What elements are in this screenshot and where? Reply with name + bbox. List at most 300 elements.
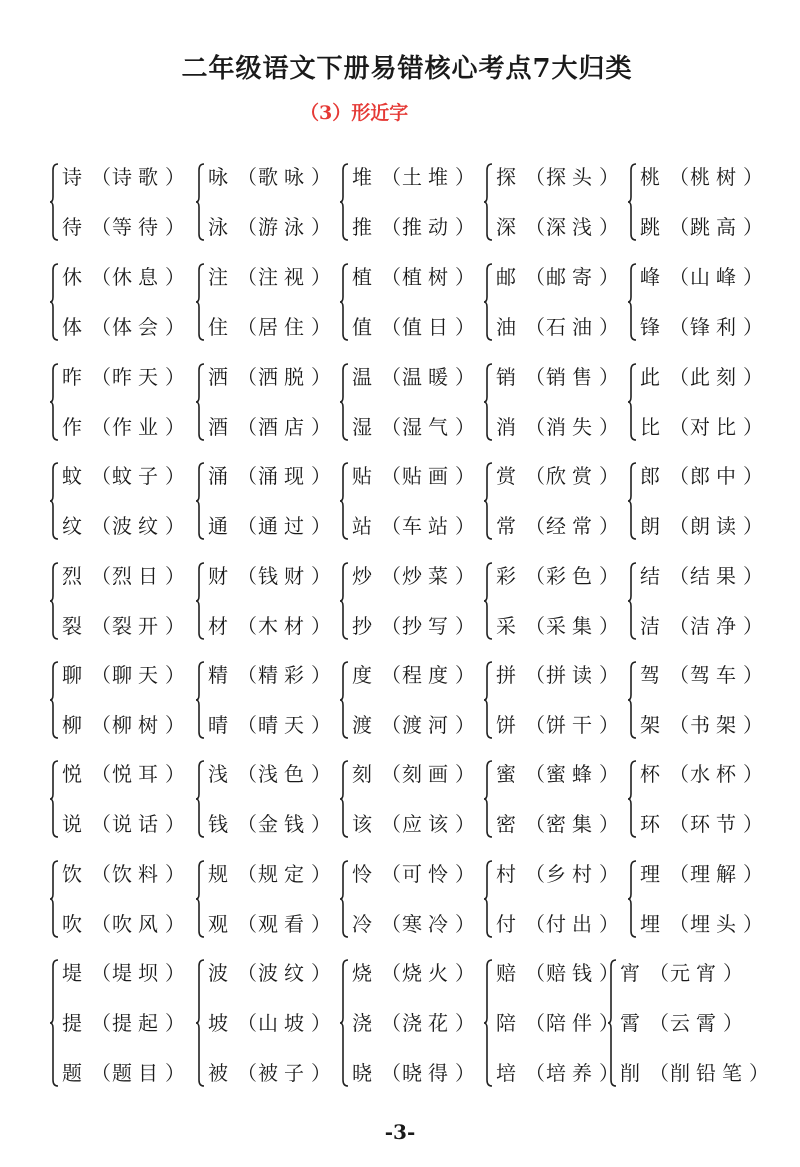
- close-paren: ）: [599, 265, 619, 289]
- close-paren: ）: [599, 713, 619, 737]
- example-word: 钱财: [258, 564, 310, 588]
- example-word: 堤坝: [112, 961, 164, 985]
- char-entry: [62, 511, 186, 541]
- open-paren: （: [91, 1061, 111, 1085]
- char-group: [50, 759, 200, 839]
- char-entry: [496, 859, 620, 889]
- char-group: [50, 461, 200, 541]
- example-word: 车站: [402, 514, 454, 538]
- close-paren: ）: [455, 564, 475, 588]
- brace-icon: [50, 162, 60, 242]
- close-paren: ）: [455, 614, 475, 638]
- example-word: 木材: [258, 614, 310, 638]
- char-entry: [62, 710, 186, 740]
- open-paren: （: [381, 862, 401, 886]
- character: 波: [208, 961, 228, 985]
- character: 饼: [496, 713, 516, 737]
- example-word: 经常: [546, 514, 598, 538]
- char-group: [196, 958, 346, 1088]
- example-word: 湿气: [402, 415, 454, 439]
- char-group: [50, 958, 200, 1088]
- char-group: [484, 561, 634, 641]
- char-group: [484, 759, 634, 839]
- example-word: 埋头: [690, 912, 742, 936]
- char-group: [340, 561, 490, 641]
- example-word: 等待: [112, 215, 164, 239]
- example-word: 裂开: [112, 614, 164, 638]
- char-entry: [352, 461, 476, 491]
- char-entry: [208, 312, 332, 342]
- character: 酒: [208, 415, 228, 439]
- open-paren: （: [381, 614, 401, 638]
- character: 吹: [62, 912, 82, 936]
- brace-icon: [628, 759, 638, 839]
- open-paren: （: [91, 564, 111, 588]
- char-entry: [62, 461, 186, 491]
- close-paren: ）: [743, 215, 763, 239]
- character: 纹: [62, 514, 82, 538]
- character: 堤: [62, 961, 82, 985]
- example-word: 程度: [402, 663, 454, 687]
- character: 度: [352, 663, 372, 687]
- char-group: [484, 461, 634, 541]
- char-entry: [62, 561, 186, 591]
- open-paren: （: [237, 912, 257, 936]
- char-entry: [640, 660, 764, 690]
- brace-icon: [50, 958, 60, 1088]
- char-entry: [62, 212, 186, 242]
- open-paren: （: [237, 1011, 257, 1035]
- char-entry: [640, 759, 764, 789]
- char-group: [196, 362, 346, 442]
- char-entry: [62, 1058, 186, 1088]
- example-word: 书架: [690, 713, 742, 737]
- open-paren: （: [649, 961, 669, 985]
- character: 休: [62, 265, 82, 289]
- char-group: [628, 660, 778, 740]
- brace-icon: [628, 262, 638, 342]
- close-paren: ）: [311, 415, 331, 439]
- example-word: 陪伴: [546, 1011, 598, 1035]
- example-word: 可怜: [402, 862, 454, 886]
- char-entry: [208, 461, 332, 491]
- close-paren: ）: [743, 365, 763, 389]
- open-paren: （: [381, 365, 401, 389]
- close-paren: ）: [743, 315, 763, 339]
- char-group: [340, 859, 490, 939]
- character: 咏: [208, 165, 228, 189]
- char-group: [340, 759, 490, 839]
- close-paren: ）: [311, 713, 331, 737]
- char-entry: [62, 660, 186, 690]
- close-paren: ）: [743, 812, 763, 836]
- brace-icon: [50, 461, 60, 541]
- example-word: 聊天: [112, 663, 164, 687]
- open-paren: （: [669, 862, 689, 886]
- close-paren: ）: [455, 961, 475, 985]
- example-word: 植树: [402, 265, 454, 289]
- char-entry: [496, 909, 620, 939]
- char-group: [50, 162, 200, 242]
- character: 探: [496, 165, 516, 189]
- close-paren: ）: [165, 663, 185, 687]
- example-word: 邮寄: [546, 265, 598, 289]
- open-paren: （: [91, 614, 111, 638]
- character: 该: [352, 812, 372, 836]
- char-entry: [496, 461, 620, 491]
- close-paren: ）: [455, 265, 475, 289]
- char-entry: [352, 660, 476, 690]
- character: 财: [208, 564, 228, 588]
- brace-icon: [196, 461, 206, 541]
- character: 提: [62, 1011, 82, 1035]
- char-entry: [352, 511, 476, 541]
- example-word: 饼干: [546, 713, 598, 737]
- open-paren: （: [525, 514, 545, 538]
- character: 杯: [640, 762, 660, 786]
- brace-icon: [340, 561, 350, 641]
- brace-icon: [484, 660, 494, 740]
- brace-icon: [50, 859, 60, 939]
- brace-icon: [50, 262, 60, 342]
- example-word: 观看: [258, 912, 310, 936]
- char-entry: [208, 759, 332, 789]
- character: 宵: [620, 961, 640, 985]
- char-entry: [496, 561, 620, 591]
- example-word: 诗歌: [112, 165, 164, 189]
- close-paren: ）: [455, 713, 475, 737]
- open-paren: （: [381, 315, 401, 339]
- example-word: 题目: [112, 1061, 164, 1085]
- close-paren: ）: [599, 165, 619, 189]
- close-paren: ）: [311, 265, 331, 289]
- open-paren: （: [525, 862, 545, 886]
- close-paren: ）: [455, 215, 475, 239]
- close-paren: ）: [455, 464, 475, 488]
- brace-icon: [196, 958, 206, 1088]
- example-word: 彩色: [546, 564, 598, 588]
- char-entry: [208, 909, 332, 939]
- char-group: [196, 759, 346, 839]
- char-entry: [208, 958, 332, 988]
- open-paren: （: [525, 1011, 545, 1035]
- open-paren: （: [669, 315, 689, 339]
- close-paren: ）: [455, 812, 475, 836]
- example-word: 浇花: [402, 1011, 454, 1035]
- example-word: 山峰: [690, 265, 742, 289]
- character: 陪: [496, 1011, 516, 1035]
- example-word: 渡河: [402, 713, 454, 737]
- section-subtitle: （3）形近字: [300, 102, 409, 124]
- example-word: 跳高: [690, 215, 742, 239]
- open-paren: （: [91, 415, 111, 439]
- close-paren: ）: [599, 762, 619, 786]
- example-word: 土堆: [402, 165, 454, 189]
- char-entry: [352, 212, 476, 242]
- close-paren: ）: [455, 762, 475, 786]
- char-entry: [208, 1008, 332, 1038]
- example-word: 烧火: [402, 961, 454, 985]
- close-paren: ）: [311, 812, 331, 836]
- char-group: [196, 561, 346, 641]
- open-paren: （: [91, 762, 111, 786]
- close-paren: ）: [165, 464, 185, 488]
- character: 蚊: [62, 464, 82, 488]
- character: 作: [62, 415, 82, 439]
- char-entry: [640, 262, 764, 292]
- character: 采: [496, 614, 516, 638]
- char-entry: [208, 212, 332, 242]
- char-entry: [62, 1008, 186, 1038]
- open-paren: （: [91, 315, 111, 339]
- open-paren: （: [649, 1061, 669, 1085]
- char-group: [196, 461, 346, 541]
- close-paren: ）: [743, 514, 763, 538]
- char-entry: [352, 710, 476, 740]
- character: 结: [640, 564, 660, 588]
- open-paren: （: [669, 762, 689, 786]
- open-paren: （: [381, 663, 401, 687]
- example-word: 蜜蜂: [546, 762, 598, 786]
- page-title: 二年级语文下册易错核心考点7大归类: [181, 54, 633, 84]
- example-word: 水杯: [690, 762, 742, 786]
- close-paren: ）: [455, 165, 475, 189]
- close-paren: ）: [165, 713, 185, 737]
- open-paren: （: [381, 165, 401, 189]
- example-word: 悦耳: [112, 762, 164, 786]
- character: 理: [640, 862, 660, 886]
- open-paren: （: [237, 1061, 257, 1085]
- char-entry: [496, 362, 620, 392]
- close-paren: ）: [455, 912, 475, 936]
- close-paren: ）: [165, 564, 185, 588]
- character: 温: [352, 365, 372, 389]
- example-word: 深浅: [546, 215, 598, 239]
- character: 植: [352, 265, 372, 289]
- char-entry: [352, 759, 476, 789]
- close-paren: ）: [599, 614, 619, 638]
- char-group: [628, 859, 778, 939]
- example-word: 乡村: [546, 862, 598, 886]
- close-paren: ）: [743, 415, 763, 439]
- char-entry: [620, 1008, 744, 1038]
- open-paren: （: [525, 762, 545, 786]
- open-paren: （: [237, 713, 257, 737]
- character: 环: [640, 812, 660, 836]
- char-group: [484, 660, 634, 740]
- open-paren: （: [237, 514, 257, 538]
- open-paren: （: [381, 1011, 401, 1035]
- char-entry: [496, 1058, 620, 1088]
- brace-icon: [484, 859, 494, 939]
- close-paren: ）: [311, 514, 331, 538]
- example-word: 采集: [546, 614, 598, 638]
- close-paren: ）: [311, 1011, 331, 1035]
- char-entry: [352, 162, 476, 192]
- char-group: [628, 561, 778, 641]
- close-paren: ）: [599, 415, 619, 439]
- example-word: 体会: [112, 315, 164, 339]
- example-word: 规定: [258, 862, 310, 886]
- char-entry: [352, 362, 476, 392]
- example-word: 波纹: [258, 961, 310, 985]
- close-paren: ）: [311, 365, 331, 389]
- example-word: 朗读: [690, 514, 742, 538]
- close-paren: ）: [165, 762, 185, 786]
- example-word: 销售: [546, 365, 598, 389]
- example-word: 柳树: [112, 713, 164, 737]
- char-group: [628, 362, 778, 442]
- open-paren: （: [91, 365, 111, 389]
- close-paren: ）: [311, 1061, 331, 1085]
- close-paren: ）: [165, 614, 185, 638]
- char-entry: [496, 162, 620, 192]
- close-paren: ）: [165, 862, 185, 886]
- character: 赔: [496, 961, 516, 985]
- char-entry: [496, 412, 620, 442]
- open-paren: （: [237, 614, 257, 638]
- example-word: 拼读: [546, 663, 598, 687]
- close-paren: ）: [311, 464, 331, 488]
- page-number: -3-: [384, 1120, 416, 1144]
- brace-icon: [484, 162, 494, 242]
- character: 聊: [62, 663, 82, 687]
- char-group: [628, 162, 778, 242]
- char-entry: [62, 809, 186, 839]
- open-paren: （: [525, 365, 545, 389]
- example-word: 烈日: [112, 564, 164, 588]
- example-word: 结果: [690, 564, 742, 588]
- example-word: 赔钱: [546, 961, 598, 985]
- open-paren: （: [91, 663, 111, 687]
- character: 桃: [640, 165, 660, 189]
- character: 拼: [496, 663, 516, 687]
- char-group: [340, 362, 490, 442]
- character: 霄: [620, 1011, 640, 1035]
- example-word: 昨天: [112, 365, 164, 389]
- char-entry: [208, 362, 332, 392]
- character: 彩: [496, 564, 516, 588]
- char-entry: [62, 312, 186, 342]
- character: 赏: [496, 464, 516, 488]
- close-paren: ）: [311, 165, 331, 189]
- char-entry: [208, 611, 332, 641]
- char-entry: [352, 809, 476, 839]
- brace-icon: [340, 958, 350, 1088]
- close-paren: ）: [599, 663, 619, 687]
- open-paren: （: [669, 713, 689, 737]
- char-entry: [62, 412, 186, 442]
- example-word: 说话: [112, 812, 164, 836]
- close-paren: ）: [743, 564, 763, 588]
- example-word: 郎中: [690, 464, 742, 488]
- open-paren: （: [525, 415, 545, 439]
- open-paren: （: [525, 165, 545, 189]
- char-entry: [352, 859, 476, 889]
- open-paren: （: [381, 415, 401, 439]
- open-paren: （: [381, 912, 401, 936]
- character: 锋: [640, 315, 660, 339]
- open-paren: （: [381, 1061, 401, 1085]
- open-paren: （: [381, 961, 401, 985]
- char-entry: [496, 660, 620, 690]
- character: 柳: [62, 713, 82, 737]
- close-paren: ）: [311, 912, 331, 936]
- close-paren: ）: [743, 862, 763, 886]
- close-paren: ）: [455, 663, 475, 687]
- character: 驾: [640, 663, 660, 687]
- char-entry: [208, 660, 332, 690]
- char-group: [50, 362, 200, 442]
- example-word: 精彩: [258, 663, 310, 687]
- open-paren: （: [525, 215, 545, 239]
- open-paren: （: [525, 912, 545, 936]
- example-word: 欣赏: [546, 464, 598, 488]
- example-word: 洁净: [690, 614, 742, 638]
- character: 消: [496, 415, 516, 439]
- close-paren: ）: [165, 415, 185, 439]
- close-paren: ）: [743, 762, 763, 786]
- character: 说: [62, 812, 82, 836]
- character: 被: [208, 1061, 228, 1085]
- example-word: 涌现: [258, 464, 310, 488]
- open-paren: （: [381, 464, 401, 488]
- brace-icon: [340, 660, 350, 740]
- char-entry: [62, 909, 186, 939]
- close-paren: ）: [455, 1061, 475, 1085]
- close-paren: ）: [599, 812, 619, 836]
- character: 推: [352, 215, 372, 239]
- char-group: [608, 958, 769, 1088]
- char-entry: [208, 561, 332, 591]
- open-paren: （: [669, 365, 689, 389]
- example-word: 云霄: [670, 1011, 722, 1035]
- open-paren: （: [381, 215, 401, 239]
- character: 贴: [352, 464, 372, 488]
- character: 深: [496, 215, 516, 239]
- character: 峰: [640, 265, 660, 289]
- brace-icon: [628, 859, 638, 939]
- character: 晴: [208, 713, 228, 737]
- brace-icon: [340, 362, 350, 442]
- example-word: 金钱: [258, 812, 310, 836]
- brace-icon: [196, 162, 206, 242]
- char-entry: [62, 958, 186, 988]
- char-entry: [352, 909, 476, 939]
- open-paren: （: [525, 713, 545, 737]
- open-paren: （: [381, 265, 401, 289]
- character: 付: [496, 912, 516, 936]
- char-entry: [352, 1008, 476, 1038]
- char-entry: [640, 312, 764, 342]
- char-entry: [208, 859, 332, 889]
- open-paren: （: [237, 315, 257, 339]
- example-word: 游泳: [258, 215, 310, 239]
- brace-icon: [196, 362, 206, 442]
- close-paren: ）: [165, 215, 185, 239]
- open-paren: （: [525, 315, 545, 339]
- close-paren: ）: [743, 614, 763, 638]
- brace-icon: [628, 162, 638, 242]
- example-word: 被子: [258, 1061, 310, 1085]
- example-word: 吹风: [112, 912, 164, 936]
- char-entry: [208, 412, 332, 442]
- character: 通: [208, 514, 228, 538]
- example-word: 温暖: [402, 365, 454, 389]
- open-paren: （: [525, 564, 545, 588]
- open-paren: （: [237, 215, 257, 239]
- character: 此: [640, 365, 660, 389]
